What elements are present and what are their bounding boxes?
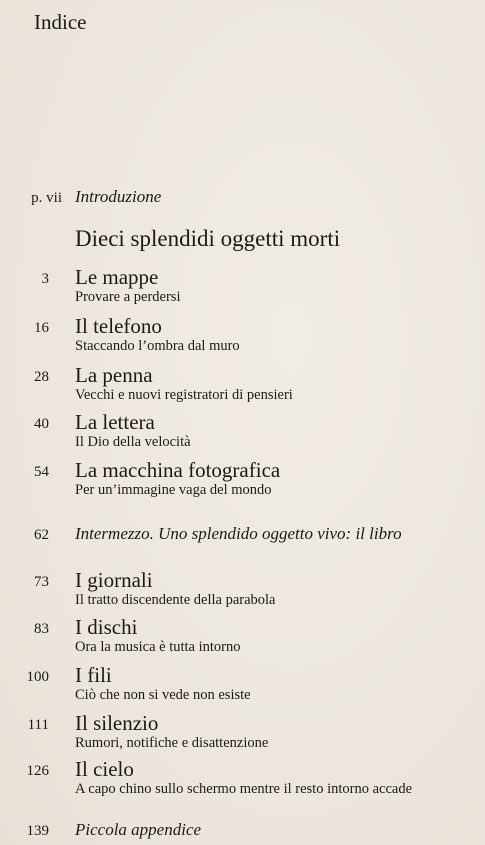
part-title: Dieci splendidi oggetti morti (75, 226, 341, 251)
entry-subtitle: Rumori, notifiche e disattenzione (75, 735, 269, 751)
page-number: 28 (34, 369, 49, 385)
entry-title: Il cielo (75, 757, 134, 781)
entry-subtitle: A capo chino sullo schermo mentre il resto intorno accade (75, 781, 413, 797)
page-number: 3 (41, 271, 49, 287)
entry-subtitle: Staccando l’ombra dal muro (75, 338, 240, 354)
entry-title: La macchina fotografica (75, 458, 281, 482)
page-number: 100 (26, 669, 49, 685)
entry-subtitle: Provare a perdersi (75, 289, 181, 305)
page-number: p. vii (31, 190, 62, 206)
page-number: 139 (26, 823, 49, 839)
page-number: 54 (34, 464, 49, 480)
page-heading: Indice (34, 10, 87, 34)
page-number: 73 (34, 574, 49, 590)
entry-subtitle: Il Dio della velocità (75, 434, 191, 450)
entry-title: I dischi (75, 615, 138, 639)
page-number: 40 (34, 416, 49, 432)
page-number: 62 (34, 527, 49, 543)
entry-title: Intermezzo. Uno splendido oggetto vivo: il libro (75, 524, 402, 543)
entry-subtitle: Per un’immagine vaga del mondo (75, 482, 272, 498)
entry-title: Piccola appendice (75, 820, 202, 839)
entry-title: I fili (75, 663, 112, 687)
page-number: 111 (27, 717, 49, 733)
entry-title: Il telefono (75, 314, 162, 338)
entry-subtitle: Il tratto discendente della parabola (75, 592, 276, 608)
entry-title: Introduzione (75, 187, 162, 206)
page-number: 126 (26, 763, 49, 779)
entry-subtitle: Ciò che non si vede non esiste (75, 687, 251, 703)
entry-title: La lettera (75, 410, 155, 434)
entry-title: I giornali (75, 568, 153, 592)
page-number: 16 (34, 320, 49, 336)
entry-title: Le mappe (75, 265, 159, 289)
entry-title: La penna (75, 363, 153, 387)
page-number: 83 (34, 621, 49, 637)
entry-subtitle: Vecchi e nuovi registratori di pensieri (75, 387, 293, 403)
entry-subtitle: Ora la musica è tutta intorno (75, 639, 241, 655)
entry-title: Il silenzio (75, 711, 159, 735)
